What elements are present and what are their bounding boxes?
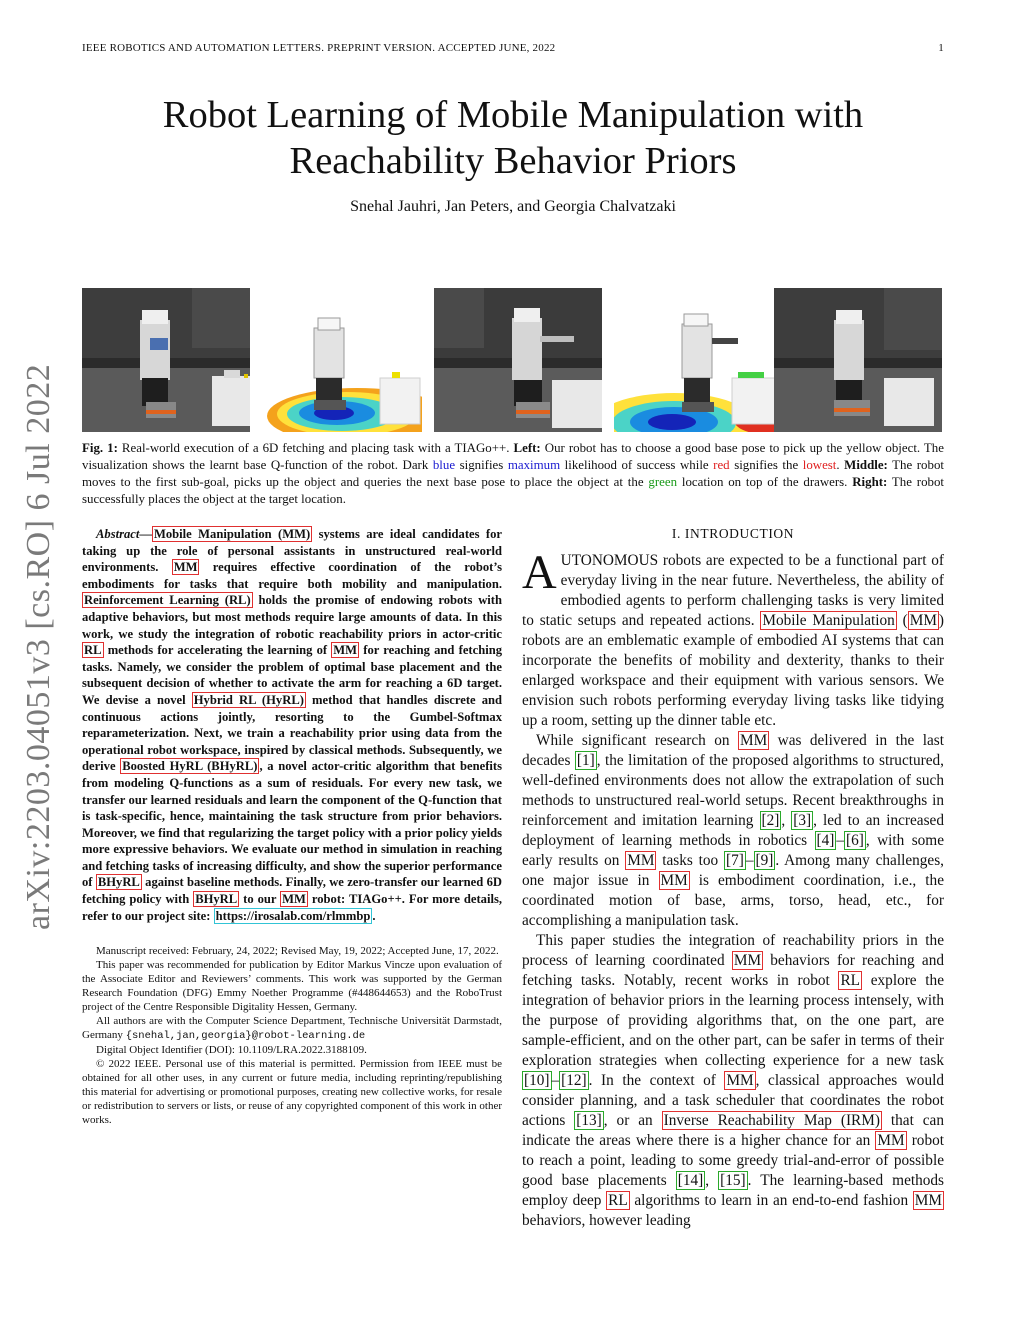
abstract-lead: Abstract (96, 527, 140, 541)
citation-3[interactable]: [3] (793, 812, 812, 829)
citation-14[interactable]: [14] (677, 1172, 704, 1189)
caption-text: The robot moves to the first sub-goal, picks up the object and queries the next base pose to place the object at the (82, 458, 944, 489)
affiliation-text: All authors are with the Computer Science Department, Technische Universität Darmstadt, Germany (82, 1015, 502, 1042)
footnote-copyright: © 2022 IEEE. Personal use of this material is permitted. Permission from IEEE must be obtained for all other uses, in any current or future media, including reprinting/republishing this material for advertising or promotional purposes, creating new collective works, for resale or redistribution to servers or lists, or reuse of any copyrighted component of this work in other works. (82, 1058, 502, 1127)
abstract (82, 526, 502, 924)
intro-text: robot to reach a point, leading to some greedy trial-and-error of possible good base placements (522, 1132, 944, 1189)
citation-9[interactable]: [9] (755, 852, 774, 869)
link-boosted-hyrl[interactable]: Boosted HyRL (BHyRL) (122, 759, 258, 774)
project-site-link[interactable]: https://irosalab.com/rlmmbp (215, 908, 371, 923)
intro-text: was delivered in the last decades (522, 732, 944, 769)
intro-text: , (705, 1172, 719, 1189)
intro-text: UTONOMOUS robots are expected to be a functional part of everyday living in the near future. Nevertheless, the ability of embodied agents to perform challenging tasks is very limited to static setups and repeated actions. (522, 552, 944, 629)
caption-text: The robot successfully places the object at the target location. (82, 475, 945, 506)
link-mm[interactable]: MM (877, 1132, 905, 1149)
footnote-affiliation (82, 1014, 502, 1043)
intro-text: behaviors, however leading (522, 1212, 691, 1229)
intro-text: – (745, 852, 754, 869)
abstract-text: holds the promise of endowing robots with adaptive behaviors, but most methods require large amounts of data. In this work, we study the integration of robotic reachability priors in actor-critic (82, 593, 502, 641)
link-mobile-manipulation[interactable]: Mobile Manipulation (MM) (153, 527, 311, 541)
abstract-text: to our (239, 892, 281, 907)
intro-text: , with some early results on (522, 832, 944, 869)
intro-text: , classical approaches would consider planning, and a task scheduler that coordinates the robot actions (522, 1072, 944, 1129)
figure-panel-sim-middle (614, 288, 776, 432)
figure-1 (82, 288, 942, 432)
intro-text: , led to an increased deployment of learning methods in robotics (522, 812, 944, 849)
link-mm[interactable]: MM (740, 732, 768, 749)
footnote-received: Manuscript received: February, 24, 2022; Revised May, 19, 2022; Accepted June, 17, 2022. (96, 945, 499, 958)
intro-paragraph-2 (522, 731, 944, 931)
figure-label: Fig. 1: (82, 441, 118, 455)
caption-text: Real-world execution of a 6D fetching and placing task with a TIAGo++. (117, 441, 514, 455)
caption-blue-word: blue (432, 458, 456, 472)
section-heading-introduction: I. INTRODUCTION (671, 526, 795, 541)
arxiv-stamp[interactable]: arXiv:2203.04051v3 [cs.RO] 6 Jul 2022 (20, 363, 57, 930)
intro-text: This paper studies the integration of reachability priors in the process of learning coordinated (522, 932, 944, 969)
link-mm[interactable]: MM (333, 643, 358, 658)
caption-maximum-word: maximum (507, 458, 561, 472)
footnote-recommended: This paper was recommended for publication by Editor Markus Vincze upon evaluation of the Associate Editor and Reviewers’ comments. This work was supported by the German Research Foundation (DFG) Emmy Noether Programme (#448644653) and the RoboTrust project of the Centre Responsible Digitality Hessen, Germany. (82, 959, 502, 1014)
caption-red-word: red (713, 458, 730, 472)
caption-text: Our robot has to choose a good base pose to pick up the yellow object. The visualization shows the learnt base Q-function of the robot. Dark (82, 441, 944, 472)
citation-12[interactable]: [12] (561, 1072, 587, 1089)
journal-header: IEEE ROBOTICS AND AUTOMATION LETTERS. PREPRINT VERSION. ACCEPTED JUNE, 2022 (82, 42, 556, 54)
intro-text: – (551, 1072, 560, 1089)
citation-1[interactable]: [1] (576, 752, 595, 769)
drop-cap: A (522, 546, 557, 599)
intro-text: , or an (603, 1112, 662, 1129)
link-rl[interactable]: RL (840, 972, 861, 989)
left-column (82, 526, 502, 1127)
link-rl[interactable]: RL (608, 1192, 628, 1209)
intro-text: tasks too (656, 852, 724, 869)
link-rl[interactable]: RL (84, 643, 102, 658)
intro-text: While significant research on (536, 732, 738, 749)
figure-panel-sim-start (262, 288, 422, 432)
abstract-text: requires effective coordination of the robot’s embodiments for tasks that require both mobility and manipulation. (82, 560, 502, 591)
caption-middle-label: Middle: (844, 458, 888, 472)
abstract-text: . (372, 908, 376, 923)
link-mm[interactable]: MM (627, 852, 655, 869)
figure-panel-real-start (82, 288, 250, 432)
footnote-doi: Digital Object Identifier (DOI): 10.1109/LRA.2022.3188109. (96, 1044, 367, 1057)
figure-panel-real-middle (434, 288, 602, 432)
link-bhyrl[interactable]: BHyRL (195, 892, 238, 907)
citation-4[interactable]: [4] (816, 832, 835, 849)
abstract-text: robot: TIAGo++. For more details, refer to our project site: (82, 892, 502, 923)
citation-6[interactable]: [6] (846, 832, 864, 849)
intro-text: , (781, 812, 792, 829)
intro-text: ( (896, 612, 908, 629)
citation-2[interactable]: [2] (761, 812, 780, 829)
footnotes (82, 944, 502, 1127)
intro-text: behaviors for reaching and fetching tasks. Notably, recent works in robot (522, 952, 944, 989)
link-mm[interactable]: MM (726, 1072, 754, 1089)
intro-text: explore the integration of behavior priors in the learning process intensely, with the purpose of providing algorithms that, on the one part, are sample-efficient, and on the other part, can be safer in terms of their exploration strategies when collecting experience for a new task (522, 972, 944, 1069)
citation-7[interactable]: [7] (726, 852, 744, 869)
intro-text: . Among many challenges, one major issue in (522, 852, 944, 889)
introduction-body (522, 546, 945, 1231)
intro-text: . The learning-based methods employ deep (522, 1172, 945, 1209)
intro-text: that can indicate the areas where there is a higher chance for an (522, 1112, 944, 1149)
title-line-2: Reachability Behavior Priors (289, 140, 737, 182)
link-hybrid-rl[interactable]: Hybrid RL (HyRL) (193, 692, 304, 707)
link-reinforcement-learning[interactable]: Reinforcement Learning (RL) (84, 593, 251, 608)
link-mm[interactable]: MM (660, 872, 688, 889)
caption-text: signifies the (729, 458, 803, 472)
citation-10[interactable]: [10] (524, 1072, 550, 1089)
abstract-text: for reaching and fetching tasks. Namely, we consider the problem of optimal base placement and the subsequent decision of whether to activate the arm for reaching a 6D target. We devise a novel (82, 643, 503, 707)
citation-15[interactable]: [15] (720, 1172, 746, 1189)
caption-green-word: green (648, 475, 678, 489)
author-emails: {snehal,jan,georgia}@robot-learning.de (125, 1030, 366, 1043)
intro-text: . In the context of (588, 1072, 725, 1089)
abstract-dash: — (139, 527, 152, 541)
intro-text: is embodiment coordination, i.e., the coordinated motion of base, arms, torso, head, etc., for accomplishing a manipulation task. (522, 872, 944, 929)
title-line-1: Robot Learning of Mobile Manipulation with (162, 94, 864, 136)
link-mm[interactable]: MM (282, 892, 306, 907)
right-column (522, 526, 944, 1231)
caption-left-label: Left: (513, 441, 541, 455)
abstract-text: method that handles discrete and continuous actions jointly, resorting to the Gumbel-Softmax reparameterization. Next, we train a reachability prior using data from the operational robot workspace, inspired by classical methods. Subsequently, we derive (82, 692, 503, 774)
link-mm[interactable]: MM (914, 1192, 942, 1209)
abstract-text: , a novel actor-critic algorithm that benefits from modeling Q-functions as a sum of residuals. For every new task, we transfer our learned residuals and learn the component of the Q-function that is task-specific, hence, maintaining the task structure from prior behaviors. Moreover, we find that regularizing the target policy with a prior policy yields more expressive behaviors. We evaluate our method in simulation in reaching and fetching tasks of increasing difficulty, and show the superior performance of (82, 759, 503, 890)
caption-right-label: Right: (852, 475, 888, 489)
caption-text: likelihood of success while (560, 458, 714, 472)
intro-text: , the limitation of the proposed algorithms to structured, well-defined environments does not allow the extrapolation of such methods to unstructured real-world setups. Recent breakthroughs in reinforcement and imitation learning (522, 752, 944, 829)
intro-paragraph-1 (522, 546, 945, 731)
caption-text: signifies (455, 458, 508, 472)
caption-text: location on top of the drawers. (677, 475, 853, 489)
caption-lowest-word: lowest (802, 458, 837, 472)
author-list: Snehal Jauhri, Jan Peters, and Georgia Chalvatzaki (350, 198, 676, 215)
link-mm[interactable]: MM (909, 612, 937, 629)
intro-text: ) robots are an emblematic example of embodied AI systems that can incorporate the benefits of mobility and dexterity, thanks to their enlarged workspace and their equipment with various sensors. We envision such robots performing everyday living tasks like tidying up a room, setting up the dinner table etc. (522, 612, 945, 729)
intro-text: algorithms to learn in an end-to-end fashion (629, 1192, 913, 1209)
caption-text: . (836, 458, 845, 472)
figure-panel-real-end (774, 288, 942, 432)
paper-title (82, 92, 944, 184)
link-mobile-manipulation[interactable]: Mobile Manipulation (762, 612, 895, 629)
intro-text: – (836, 832, 845, 849)
citation-13[interactable]: [13] (576, 1112, 602, 1129)
figure-1-caption (82, 440, 944, 508)
link-bhyrl[interactable]: BHyRL (97, 875, 140, 890)
abstract-text: against baseline methods. Finally, we zero-transfer our learned 6D fetching policy with (82, 875, 502, 907)
link-mm[interactable]: MM (173, 560, 198, 575)
page-number: 1 (938, 42, 944, 54)
link-inverse-reachability-map[interactable]: Inverse Reachability Map (IRM) (663, 1112, 880, 1129)
abstract-text: methods for accelerating the learning of (103, 643, 332, 658)
intro-paragraph-3 (522, 931, 944, 1231)
abstract-text: systems are ideal candidates for taking up the role of personal assistants in unstructured real-world environments. (82, 527, 502, 575)
link-mm[interactable]: MM (733, 952, 762, 969)
